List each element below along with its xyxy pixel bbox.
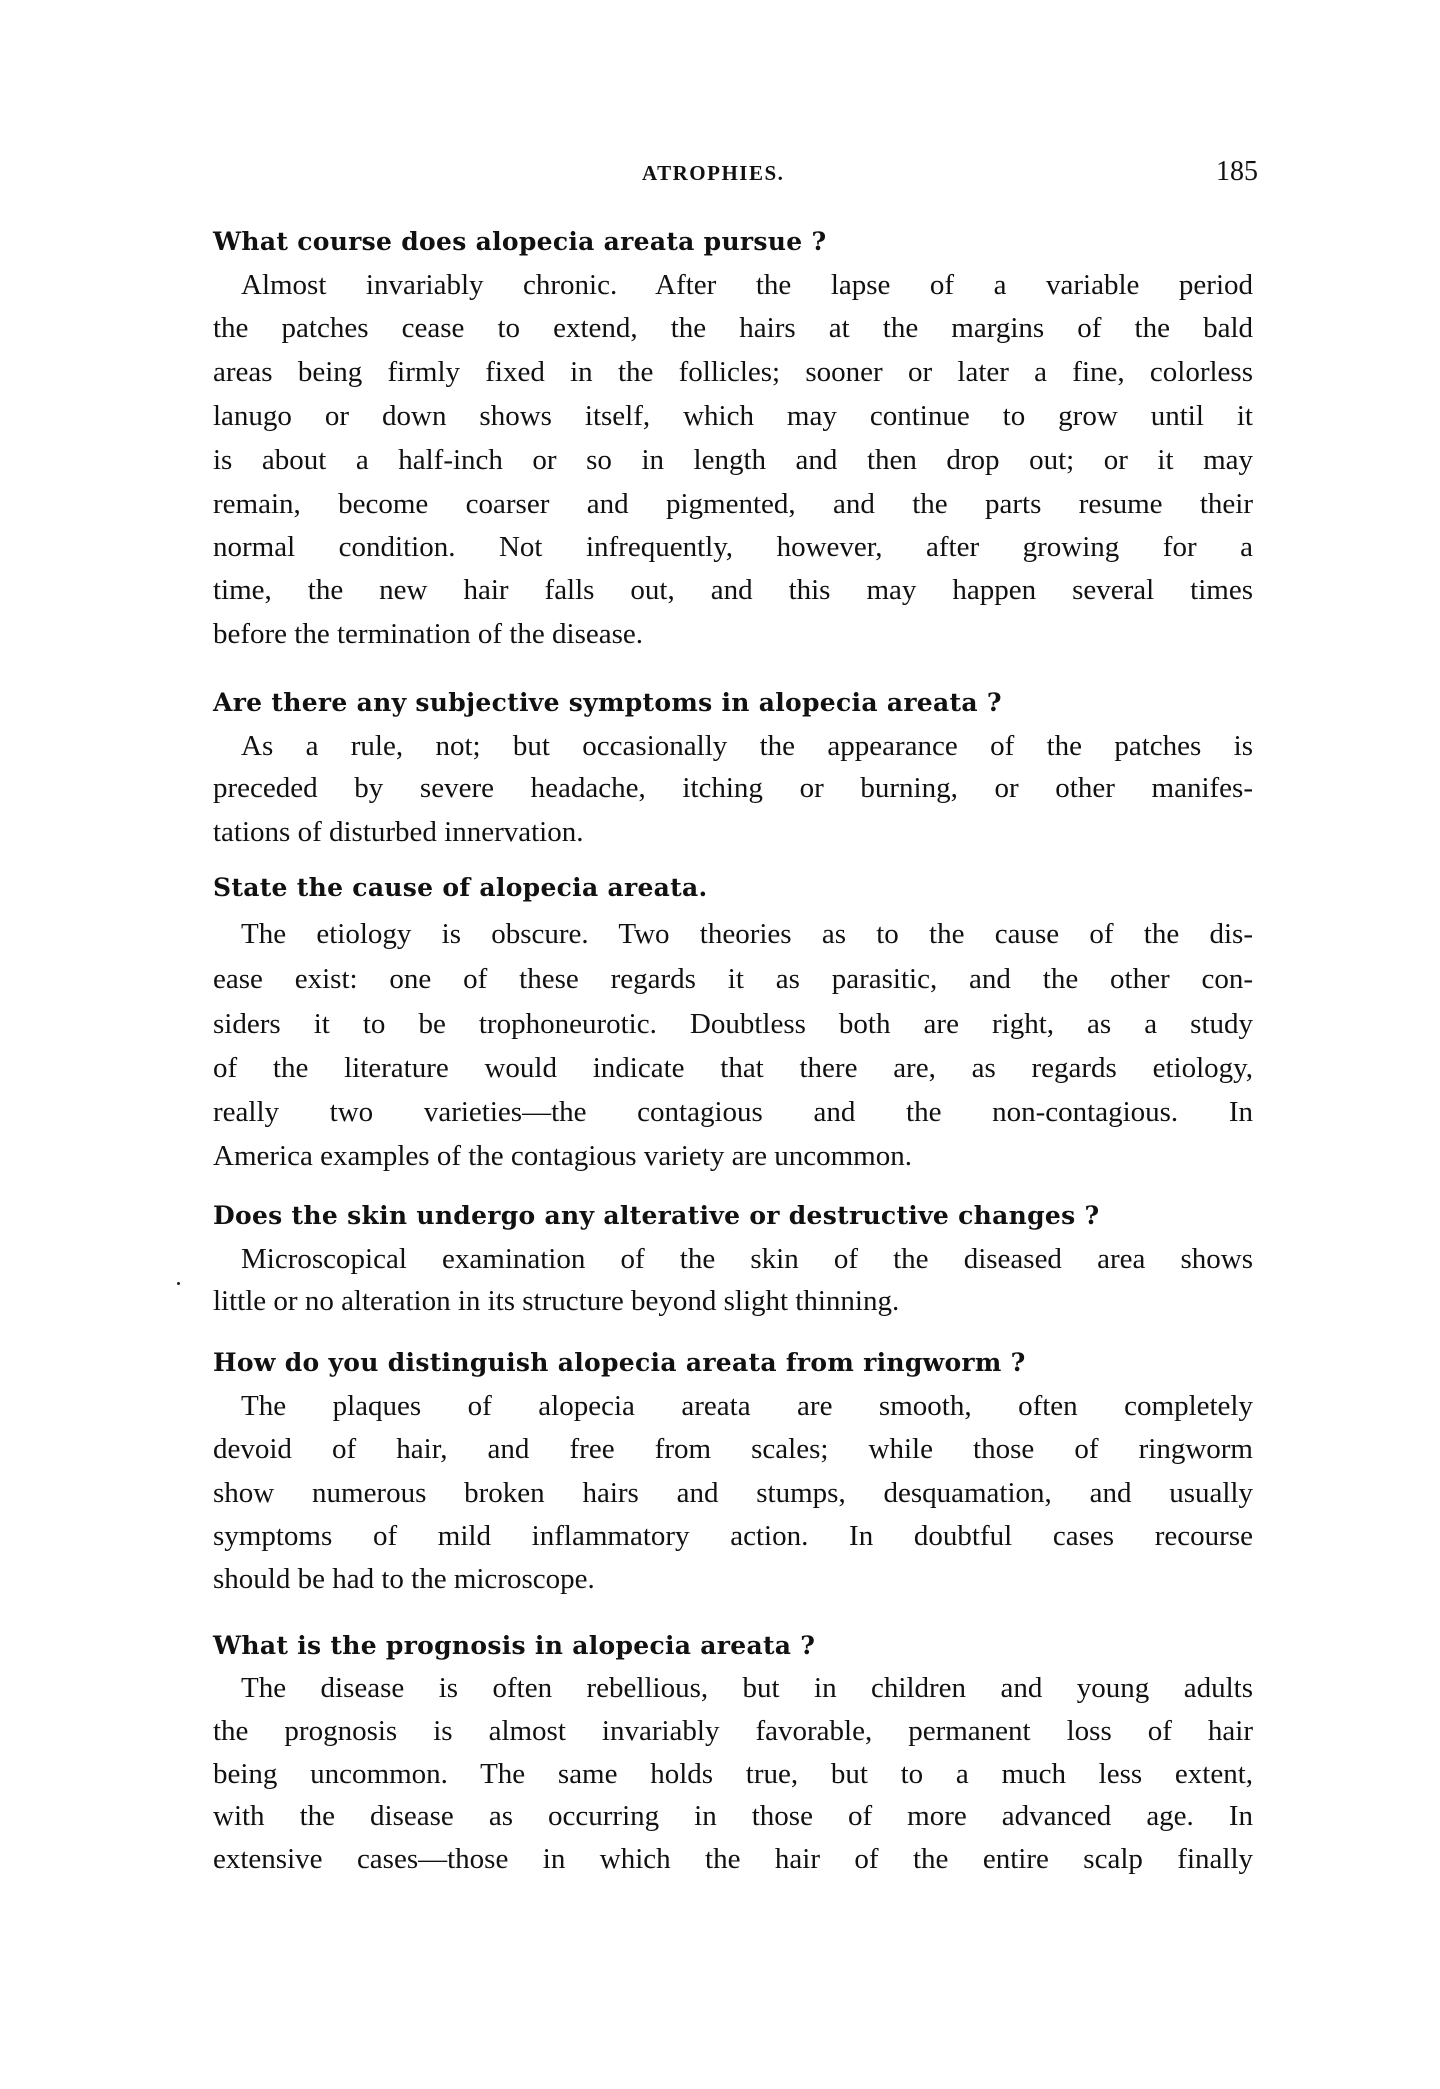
body-line: of the literature would indicate that there are, as regards etiology, [213, 1052, 1253, 1084]
page-number: 185 [1216, 156, 1258, 187]
body-line: preceded by severe headache, itching or burning, or other manifes- [213, 772, 1253, 804]
section-heading-cause: State the cause of alopecia areata. [213, 873, 708, 902]
body-line: show numerous broken hairs and stumps, desquamation, and usually [213, 1477, 1253, 1509]
body-line: is about a half-inch or so in length and then drop out; or it may [213, 444, 1253, 476]
body-line: Microscopical examination of the skin of the diseased area shows [241, 1243, 1253, 1275]
body-line: the patches cease to extend, the hairs at the margins of the bald [213, 312, 1253, 344]
body-line: symptoms of mild inflammatory action. In doubtful cases recourse [213, 1520, 1253, 1552]
body-line: America examples of the contagious variety are uncommon. [213, 1140, 912, 1172]
section-heading-course: What course does alopecia areata pursue ? [213, 227, 827, 256]
body-line: normal condition. Not infrequently, however, after growing for a [213, 531, 1253, 563]
body-line: the prognosis is almost invariably favorable, permanent loss of hair [213, 1715, 1253, 1747]
body-line: devoid of hair, and free from scales; while those of ringworm [213, 1433, 1253, 1465]
section-heading-prognosis: What is the prognosis in alopecia areata ? [213, 1631, 816, 1660]
body-line: The plaques of alopecia areata are smooth, often completely [241, 1390, 1253, 1422]
body-line: time, the new hair falls out, and this may happen several times [213, 574, 1253, 606]
body-line: before the termination of the disease. [213, 618, 644, 650]
body-line: siders it to be trophoneurotic. Doubtless both are right, as a study [213, 1008, 1253, 1040]
body-line: Almost invariably chronic. After the lapse of a variable period [241, 269, 1253, 301]
section-heading-skin-changes: Does the skin undergo any alterative or destructive changes ? [213, 1201, 1100, 1230]
body-line: being uncommon. The same holds true, but to a much less extent, [213, 1758, 1253, 1790]
body-line: areas being firmly fixed in the follicles; sooner or later a fine, colorless [213, 356, 1253, 388]
body-line: The disease is often rebellious, but in children and young adults [241, 1672, 1253, 1704]
print-speck [177, 1282, 180, 1285]
body-line: should be had to the microscope. [213, 1563, 595, 1595]
section-heading-distinguish: How do you distinguish alopecia areata from ringworm ? [213, 1348, 1026, 1377]
body-line: remain, become coarser and pigmented, and the parts resume their [213, 488, 1253, 520]
body-line: with the disease as occurring in those of more advanced age. In [213, 1800, 1253, 1832]
body-line: The etiology is obscure. Two theories as to the cause of the dis- [241, 918, 1253, 950]
body-line: little or no alteration in its structure beyond slight thinning. [213, 1285, 900, 1317]
body-line: really two varieties—the contagious and the non-contagious. In [213, 1096, 1253, 1128]
running-head: ATROPHIES. [642, 161, 785, 185]
body-line: extensive cases—those in which the hair of the entire scalp finally [213, 1843, 1253, 1875]
body-line: ease exist: one of these regards it as parasitic, and the other con- [213, 963, 1253, 995]
body-line: As a rule, not; but occasionally the appearance of the patches is [241, 730, 1253, 762]
body-line: lanugo or down shows itself, which may continue to grow until it [213, 400, 1253, 432]
body-line: tations of disturbed innervation. [213, 816, 584, 848]
section-heading-symptoms: Are there any subjective symptoms in alopecia areata ? [213, 688, 1002, 717]
